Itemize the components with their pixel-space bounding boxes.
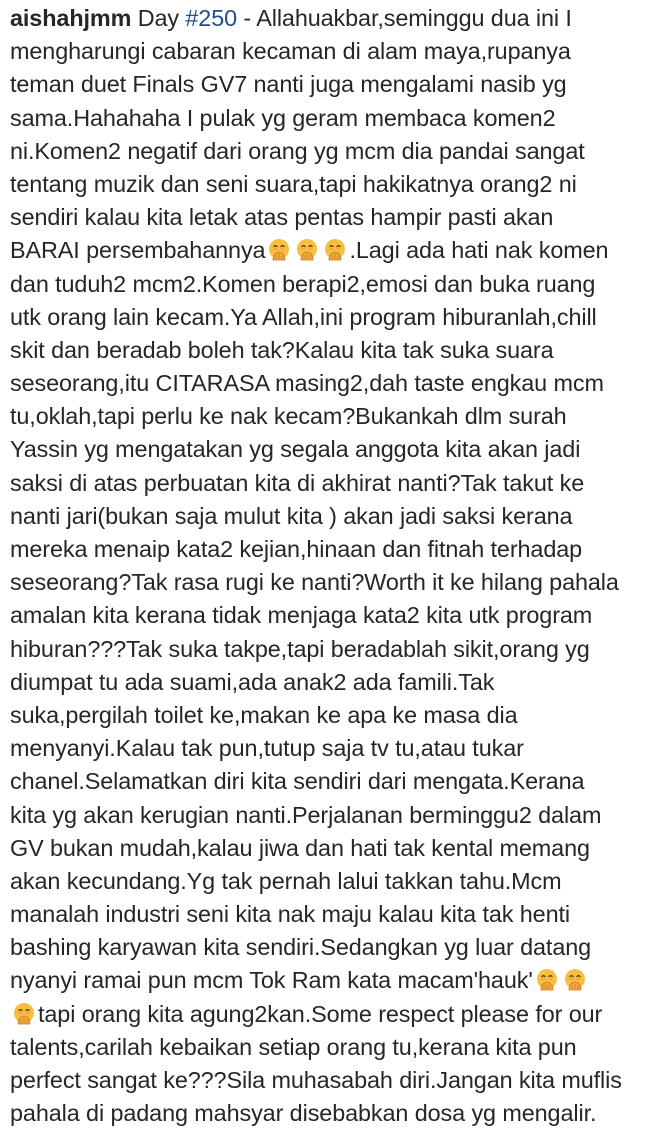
hand-over-mouth-emoji — [535, 968, 559, 992]
caption-line — [10, 400, 666, 433]
caption-text: pahala di padang mahsyar disebabkan dosa yg mengalir. — [10, 1100, 597, 1127]
caption-line — [10, 998, 666, 1031]
post-caption — [10, 2, 666, 1130]
caption-text: GV bukan mudah,kalau jiwa dan hati tak kental memang — [10, 834, 590, 861]
caption-line — [10, 533, 666, 566]
caption-text: dan tuduh2 mcm2.Komen berapi2,emosi dan buka ruang — [10, 270, 596, 297]
caption-line — [10, 732, 666, 765]
caption-line — [10, 799, 666, 832]
caption-text: seseorang?Tak rasa rugi ke nanti?Worth it ke hilang pahala — [10, 569, 619, 596]
caption-text: sendiri kalau kita letak atas pentas hampir pasti akan — [10, 204, 554, 231]
caption-text: utk orang lain kecam.Ya Allah,ini program hiburanlah,chill — [10, 303, 597, 330]
caption-text: talents,carilah kebaikan setiap orang tu,kerana kita pun — [10, 1033, 577, 1060]
caption-text: hiburan???Tak suka takpe,tapi beradablah sikit,orang yg — [10, 635, 590, 662]
caption-line — [10, 865, 666, 898]
caption-text: chanel.Selamatkan diri kita sendiri dari mengata.Kerana — [10, 768, 585, 795]
caption-text: - Allahuakbar,seminggu dua ini I — [237, 5, 572, 31]
caption-line — [10, 898, 666, 931]
caption-text: seseorang,itu CITARASA masing2,dah taste engkau mcm — [10, 370, 604, 397]
caption-line — [10, 68, 666, 101]
caption-line — [10, 367, 666, 400]
hand-over-mouth-emoji — [12, 1002, 36, 1026]
caption-line — [10, 35, 666, 68]
caption-text: saksi di atas perbuatan kita di akhirat nanti?Tak takut ke — [10, 469, 585, 496]
caption-text: ni.Komen2 negatif dari orang yg mcm dia pandai sangat — [10, 137, 585, 164]
caption-line — [10, 2, 666, 35]
caption-text: tapi orang kita agung2kan.Some respect please for our — [38, 1000, 603, 1027]
caption-line — [10, 1031, 666, 1064]
caption-line — [10, 765, 666, 798]
username-link[interactable]: aishahjmm — [10, 5, 132, 31]
caption-line — [10, 135, 666, 168]
hand-over-mouth-emoji — [295, 238, 319, 262]
caption-text: bashing karyawan kita sendiri.Sedangkan yg luar datang — [10, 934, 592, 961]
caption-line — [10, 201, 666, 234]
caption-text: mereka menaip kata2 kejian,hinaan dan fitnah terhadap — [10, 536, 583, 562]
caption-text: kita yg akan kerugian nanti.Perjalanan berminggu2 dalam — [10, 801, 602, 828]
hashtag-link[interactable]: #250 — [185, 5, 238, 31]
caption-line — [10, 699, 666, 732]
caption-text: tentang muzik dan seni suara,tapi hakikatnya orang2 ni — [10, 170, 577, 197]
caption-text: teman duet Finals GV7 nanti juga mengalami nasib yg — [10, 71, 567, 98]
caption-text: .Lagi ada hati nak komen — [349, 237, 609, 264]
caption-line — [10, 301, 666, 334]
caption-text: BARAI persembahannya — [10, 237, 266, 264]
caption-line — [10, 599, 666, 632]
caption-text: Day — [131, 5, 186, 31]
caption-text: perfect sangat ke???Sila muhasabah diri.Jangan kita muflis — [10, 1067, 622, 1093]
caption-text: nyanyi ramai pun mcm Tok Ram kata macam'hauk' — [10, 967, 533, 994]
caption-text: amalan kita kerana tidak menjaga kata2 kita utk program — [10, 602, 593, 629]
caption-line — [10, 633, 666, 666]
caption-line — [10, 1097, 666, 1130]
caption-text: tu,oklah,tapi perlu ke nak kecam?Bukankah dlm surah — [10, 403, 567, 430]
caption-text: nanti jari(bukan saja mulut kita ) akan jadi saksi kerana — [10, 502, 573, 529]
caption-line — [10, 168, 666, 201]
caption-text: sama.Hahahaha I pulak yg geram membaca komen2 — [10, 104, 556, 131]
caption-text: manalah industri seni kita nak maju kalau kita tak henti — [10, 901, 570, 928]
caption-line — [10, 433, 666, 466]
caption-text: mengharungi cabaran kecaman di alam maya,rupanya — [10, 38, 571, 65]
hand-over-mouth-emoji — [563, 968, 587, 992]
caption-text: menyanyi.Kalau tak pun,tutup saja tv tu,atau tukar — [10, 735, 524, 762]
caption-line — [10, 234, 666, 267]
caption-text: skit dan beradab boleh tak?Kalau kita tak suka suara — [10, 336, 554, 363]
caption-text: Yassin yg mengatakan yg segala anggota kita akan jadi — [10, 436, 581, 463]
hand-over-mouth-emoji — [323, 238, 347, 262]
caption-line — [10, 666, 666, 699]
caption-text: diumpat tu ada suami,ada anak2 ada famili.Tak — [10, 668, 495, 695]
caption-line — [10, 566, 666, 599]
caption-text: suka,pergilah toilet ke,makan ke apa ke masa dia — [10, 701, 518, 728]
caption-line — [10, 467, 666, 500]
caption-line — [10, 931, 666, 964]
caption-line — [10, 964, 666, 997]
caption-line — [10, 334, 666, 367]
caption-line — [10, 500, 666, 533]
caption-line — [10, 268, 666, 301]
caption-line — [10, 1064, 666, 1097]
caption-line — [10, 832, 666, 865]
caption-line — [10, 102, 666, 135]
hand-over-mouth-emoji — [267, 238, 291, 262]
caption-text: akan kecundang.Yg tak pernah lalui takkan tahu.Mcm — [10, 867, 562, 894]
